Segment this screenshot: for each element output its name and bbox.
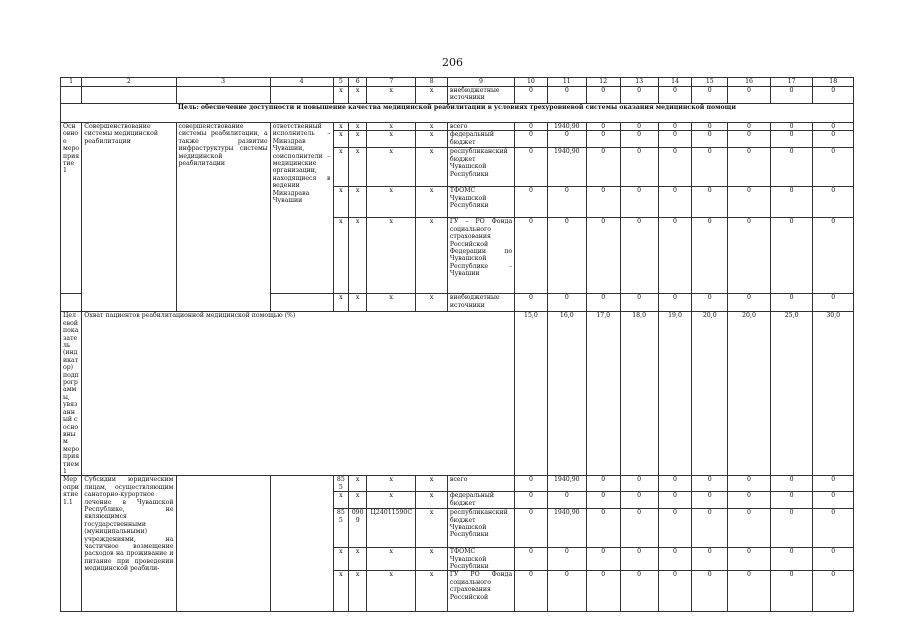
kbk-section-cell: x: [349, 131, 367, 148]
indicator-title: Охват пациентов реабилитационной медицинской помощью (%): [82, 312, 515, 476]
empty-cell: [270, 87, 333, 104]
year-value-cell: 1940,90: [547, 148, 586, 187]
year-value-cell: 0: [515, 492, 548, 509]
column-number-header: 6: [349, 78, 367, 87]
funding-source-cell: всего: [447, 476, 514, 492]
kbk-target-cell: x: [367, 218, 416, 294]
column-number-header: 15: [692, 78, 728, 87]
year-value-cell: 0: [586, 187, 620, 218]
year-value-cell: 1940,90: [547, 509, 586, 548]
column-number-header: 4: [270, 78, 333, 87]
column-number-header: 10: [515, 78, 548, 87]
year-value-cell: 0: [770, 187, 813, 218]
kbk-target-cell: Ц24011590С: [367, 509, 416, 548]
funding-source-cell: ГУ РО Фонда социального страхования Российской: [447, 571, 514, 612]
year-value-cell: 0: [770, 509, 813, 548]
kbk-type-cell: x: [416, 87, 447, 104]
indicator-value-cell: 25,0: [770, 312, 813, 476]
year-value-cell: 0: [658, 123, 692, 131]
year-value-cell: 0: [813, 131, 854, 148]
kbk-section-cell: x: [349, 148, 367, 187]
column-number-header: 13: [620, 78, 658, 87]
year-value-cell: 0: [692, 148, 728, 187]
year-value-cell: 0: [586, 131, 620, 148]
year-value-cell: 0: [586, 87, 620, 104]
funding-source-cell: республиканский бюджет Чувашской Республики: [447, 148, 514, 187]
funding-source-cell: внебюджетные источники: [447, 87, 514, 104]
kbk-section-cell: 0909: [349, 509, 367, 548]
year-value-cell: 0: [813, 187, 854, 218]
kbk-type-cell: x: [416, 492, 447, 509]
column-number-header: 3: [176, 78, 270, 87]
empty-cell: [61, 87, 82, 104]
year-value-cell: 0: [813, 148, 854, 187]
year-value-cell: 0: [515, 187, 548, 218]
indicator-value-cell: 18,0: [620, 312, 658, 476]
kbk-type-cell: x: [416, 571, 447, 612]
year-value-cell: 0: [728, 492, 771, 509]
year-value-cell: 0: [728, 294, 771, 312]
year-value-cell: 0: [515, 476, 548, 492]
funding-source-cell: всего: [447, 123, 514, 131]
empty-cell: [270, 294, 333, 312]
year-value-cell: 0: [620, 123, 658, 131]
kbk-target-cell: x: [367, 123, 416, 131]
kbk-section-cell: x: [349, 218, 367, 294]
year-value-cell: 0: [770, 148, 813, 187]
kbk-section-cell: x: [349, 548, 367, 571]
funding-source-cell: внебюджетные источники: [447, 294, 514, 312]
year-value-cell: 0: [770, 294, 813, 312]
year-value-cell: 0: [692, 87, 728, 104]
year-value-cell: 0: [692, 548, 728, 571]
year-value-cell: 0: [692, 187, 728, 218]
year-value-cell: 0: [658, 571, 692, 612]
kbk-target-cell: x: [367, 294, 416, 312]
year-value-cell: 0: [770, 571, 813, 612]
year-value-cell: 0: [692, 476, 728, 492]
empty-cell: [176, 476, 270, 612]
year-value-cell: 0: [813, 571, 854, 612]
year-value-cell: 0: [620, 476, 658, 492]
kbk-type-cell: x: [416, 148, 447, 187]
year-value-cell: 0: [515, 148, 548, 187]
year-value-cell: 1940,90: [547, 476, 586, 492]
year-value-cell: 0: [692, 509, 728, 548]
kbk-grbs-cell: x: [333, 123, 349, 131]
year-value-cell: 0: [813, 87, 854, 104]
column-number-header: 8: [416, 78, 447, 87]
main-event-title: Совершенствование системы медицинской реабилитации: [82, 123, 176, 312]
year-value-cell: 0: [658, 548, 692, 571]
kbk-target-cell: x: [367, 476, 416, 492]
year-value-cell: 0: [620, 548, 658, 571]
kbk-grbs-cell: x: [333, 294, 349, 312]
year-value-cell: 0: [620, 294, 658, 312]
year-value-cell: 0: [658, 218, 692, 294]
kbk-target-cell: x: [367, 492, 416, 509]
column-number-header: 2: [82, 78, 176, 87]
year-value-cell: 0: [547, 87, 586, 104]
year-value-cell: 0: [728, 87, 771, 104]
year-value-cell: 0: [770, 123, 813, 131]
year-value-cell: 0: [813, 476, 854, 492]
year-value-cell: 0: [620, 218, 658, 294]
kbk-grbs-cell: 855: [333, 509, 349, 548]
year-value-cell: 0: [692, 571, 728, 612]
kbk-type-cell: x: [416, 218, 447, 294]
year-value-cell: 0: [692, 123, 728, 131]
year-value-cell: 0: [728, 148, 771, 187]
year-value-cell: 0: [813, 294, 854, 312]
kbk-grbs-cell: x: [333, 492, 349, 509]
year-value-cell: 0: [547, 548, 586, 571]
kbk-grbs-cell: x: [333, 148, 349, 187]
empty-cell: [176, 87, 270, 104]
funding-source-cell: ГУ – РО Фонда социального страхования Российской Федерации по Чувашской Республике – Чувашии: [447, 218, 514, 294]
kbk-target-cell: x: [367, 148, 416, 187]
indicator-value-cell: 16,0: [547, 312, 586, 476]
year-value-cell: 0: [728, 187, 771, 218]
year-value-cell: 0: [620, 571, 658, 612]
year-value-cell: 0: [658, 148, 692, 187]
empty-cell: [82, 87, 176, 104]
main-event-name: Основное мероприятие 1: [61, 123, 82, 294]
kbk-grbs-cell: x: [333, 548, 349, 571]
year-value-cell: 0: [586, 294, 620, 312]
year-value-cell: 0: [620, 131, 658, 148]
kbk-type-cell: x: [416, 294, 447, 312]
year-value-cell: 0: [728, 571, 771, 612]
year-value-cell: 1940,90: [547, 123, 586, 131]
program-table: [60, 77, 854, 612]
kbk-grbs-cell: 855: [333, 476, 349, 492]
year-value-cell: 0: [692, 131, 728, 148]
page-number: 206: [442, 56, 463, 69]
column-number-header: 14: [658, 78, 692, 87]
kbk-section-cell: x: [349, 571, 367, 612]
indicator-value-cell: 15,0: [515, 312, 548, 476]
year-value-cell: 0: [586, 509, 620, 548]
year-value-cell: 0: [813, 492, 854, 509]
year-value-cell: 0: [547, 187, 586, 218]
goal-title: Цель: обеспечение доступности и повышение качества медицинской реабилитации в условиях трехуровневой системы оказания медицинской помощи: [61, 104, 854, 123]
year-value-cell: 0: [813, 548, 854, 571]
year-value-cell: 0: [547, 571, 586, 612]
year-value-cell: 0: [547, 492, 586, 509]
empty-cell: [61, 294, 82, 312]
year-value-cell: 0: [813, 509, 854, 548]
main-event-executor: ответственный исполнитель – Минздрав Чувашии, соисполнители – медицинские организации, находящиеся в ведении Минздрава Чувашии: [270, 123, 333, 294]
year-value-cell: 0: [813, 218, 854, 294]
year-value-cell: 0: [658, 509, 692, 548]
year-value-cell: 0: [770, 131, 813, 148]
year-value-cell: 0: [728, 548, 771, 571]
table-row: [61, 476, 854, 492]
kbk-grbs-cell: x: [333, 218, 349, 294]
year-value-cell: 0: [728, 123, 771, 131]
year-value-cell: 0: [620, 187, 658, 218]
kbk-target-cell: x: [367, 187, 416, 218]
year-value-cell: 0: [770, 476, 813, 492]
year-value-cell: 0: [658, 476, 692, 492]
year-value-cell: 0: [586, 476, 620, 492]
indicator-name: Целевой показатель (индикатор) подпрограммы, увязанный с основным мероприятием 1: [61, 312, 82, 476]
funding-source-cell: федеральный бюджет: [447, 492, 514, 509]
kbk-section-cell: x: [349, 123, 367, 131]
column-number-header: 17: [770, 78, 813, 87]
column-number-header: 1: [61, 78, 82, 87]
header-row: [61, 78, 854, 87]
indicator-value-cell: 19,0: [658, 312, 692, 476]
kbk-target-cell: x: [367, 571, 416, 612]
year-value-cell: 0: [620, 509, 658, 548]
column-number-header: 11: [547, 78, 586, 87]
year-value-cell: 0: [770, 218, 813, 294]
year-value-cell: 0: [515, 548, 548, 571]
kbk-section-cell: x: [349, 87, 367, 104]
year-value-cell: 0: [728, 131, 771, 148]
year-value-cell: 0: [658, 492, 692, 509]
year-value-cell: 0: [515, 87, 548, 104]
year-value-cell: 0: [658, 294, 692, 312]
kbk-grbs-cell: x: [333, 87, 349, 104]
year-value-cell: 0: [515, 131, 548, 148]
goal-row: [61, 104, 854, 123]
column-number-header: 12: [586, 78, 620, 87]
kbk-type-cell: x: [416, 131, 447, 148]
year-value-cell: 0: [515, 571, 548, 612]
indicator-value-cell: 20,0: [692, 312, 728, 476]
year-value-cell: 0: [692, 294, 728, 312]
column-number-header: 5: [333, 78, 349, 87]
year-value-cell: 0: [692, 492, 728, 509]
kbk-section-cell: x: [349, 476, 367, 492]
year-value-cell: 0: [586, 123, 620, 131]
year-value-cell: 0: [728, 509, 771, 548]
column-number-header: 9: [447, 78, 514, 87]
kbk-section-cell: x: [349, 187, 367, 218]
event-title: Субсидии юридическим лицам, осуществляющим санаторно-курортное лечение в Чувашской Республике, не являющимся государственными (муниципальными) учреждениями, на частичное возмещение расходов на проживание и питание при проведении медицинской реабили-: [82, 476, 176, 612]
year-value-cell: 0: [515, 123, 548, 131]
indicator-value-cell: 30,0: [813, 312, 854, 476]
kbk-type-cell: x: [416, 187, 447, 218]
year-value-cell: 0: [728, 476, 771, 492]
indicator-row: [61, 312, 854, 476]
year-value-cell: 0: [620, 148, 658, 187]
funding-source-cell: федеральный бюджет: [447, 131, 514, 148]
year-value-cell: 0: [770, 87, 813, 104]
year-value-cell: 0: [620, 492, 658, 509]
event-name: Мероприятие 1.1: [61, 476, 82, 612]
column-number-header: 7: [367, 78, 416, 87]
year-value-cell: 0: [515, 294, 548, 312]
kbk-grbs-cell: x: [333, 131, 349, 148]
kbk-type-cell: x: [416, 123, 447, 131]
kbk-type-cell: x: [416, 476, 447, 492]
table-row: [61, 87, 854, 104]
kbk-target-cell: x: [367, 548, 416, 571]
kbk-grbs-cell: x: [333, 187, 349, 218]
year-value-cell: 0: [658, 87, 692, 104]
kbk-section-cell: x: [349, 492, 367, 509]
main-event-description: совершенствование системы реабилитации, а также развитие инфраструктуры системы медицинской реабилитации: [176, 123, 270, 312]
kbk-target-cell: x: [367, 87, 416, 104]
year-value-cell: 0: [620, 87, 658, 104]
year-value-cell: 0: [658, 187, 692, 218]
year-value-cell: 0: [547, 131, 586, 148]
year-value-cell: 0: [586, 571, 620, 612]
year-value-cell: 0: [515, 509, 548, 548]
year-value-cell: 0: [728, 218, 771, 294]
year-value-cell: 0: [547, 294, 586, 312]
year-value-cell: 0: [586, 548, 620, 571]
empty-cell: [270, 476, 333, 612]
year-value-cell: 0: [586, 218, 620, 294]
year-value-cell: 0: [515, 218, 548, 294]
kbk-type-cell: x: [416, 548, 447, 571]
indicator-value-cell: 20,0: [728, 312, 771, 476]
year-value-cell: 0: [692, 218, 728, 294]
funding-source-cell: ТФОМС Чувашской Республики: [447, 548, 514, 571]
kbk-target-cell: x: [367, 131, 416, 148]
table-row: [61, 123, 854, 131]
funding-source-cell: ТФОМС Чувашской Республики: [447, 187, 514, 218]
year-value-cell: 0: [547, 218, 586, 294]
column-number-header: 18: [813, 78, 854, 87]
kbk-grbs-cell: x: [333, 571, 349, 612]
year-value-cell: 0: [770, 548, 813, 571]
funding-source-cell: республиканский бюджет Чувашской Республики: [447, 509, 514, 548]
indicator-value-cell: 17,0: [586, 312, 620, 476]
year-value-cell: 0: [586, 148, 620, 187]
year-value-cell: 0: [813, 123, 854, 131]
column-number-header: 16: [728, 78, 771, 87]
year-value-cell: 0: [586, 492, 620, 509]
year-value-cell: 0: [770, 492, 813, 509]
kbk-section-cell: x: [349, 294, 367, 312]
kbk-type-cell: x: [416, 509, 447, 548]
year-value-cell: 0: [658, 131, 692, 148]
